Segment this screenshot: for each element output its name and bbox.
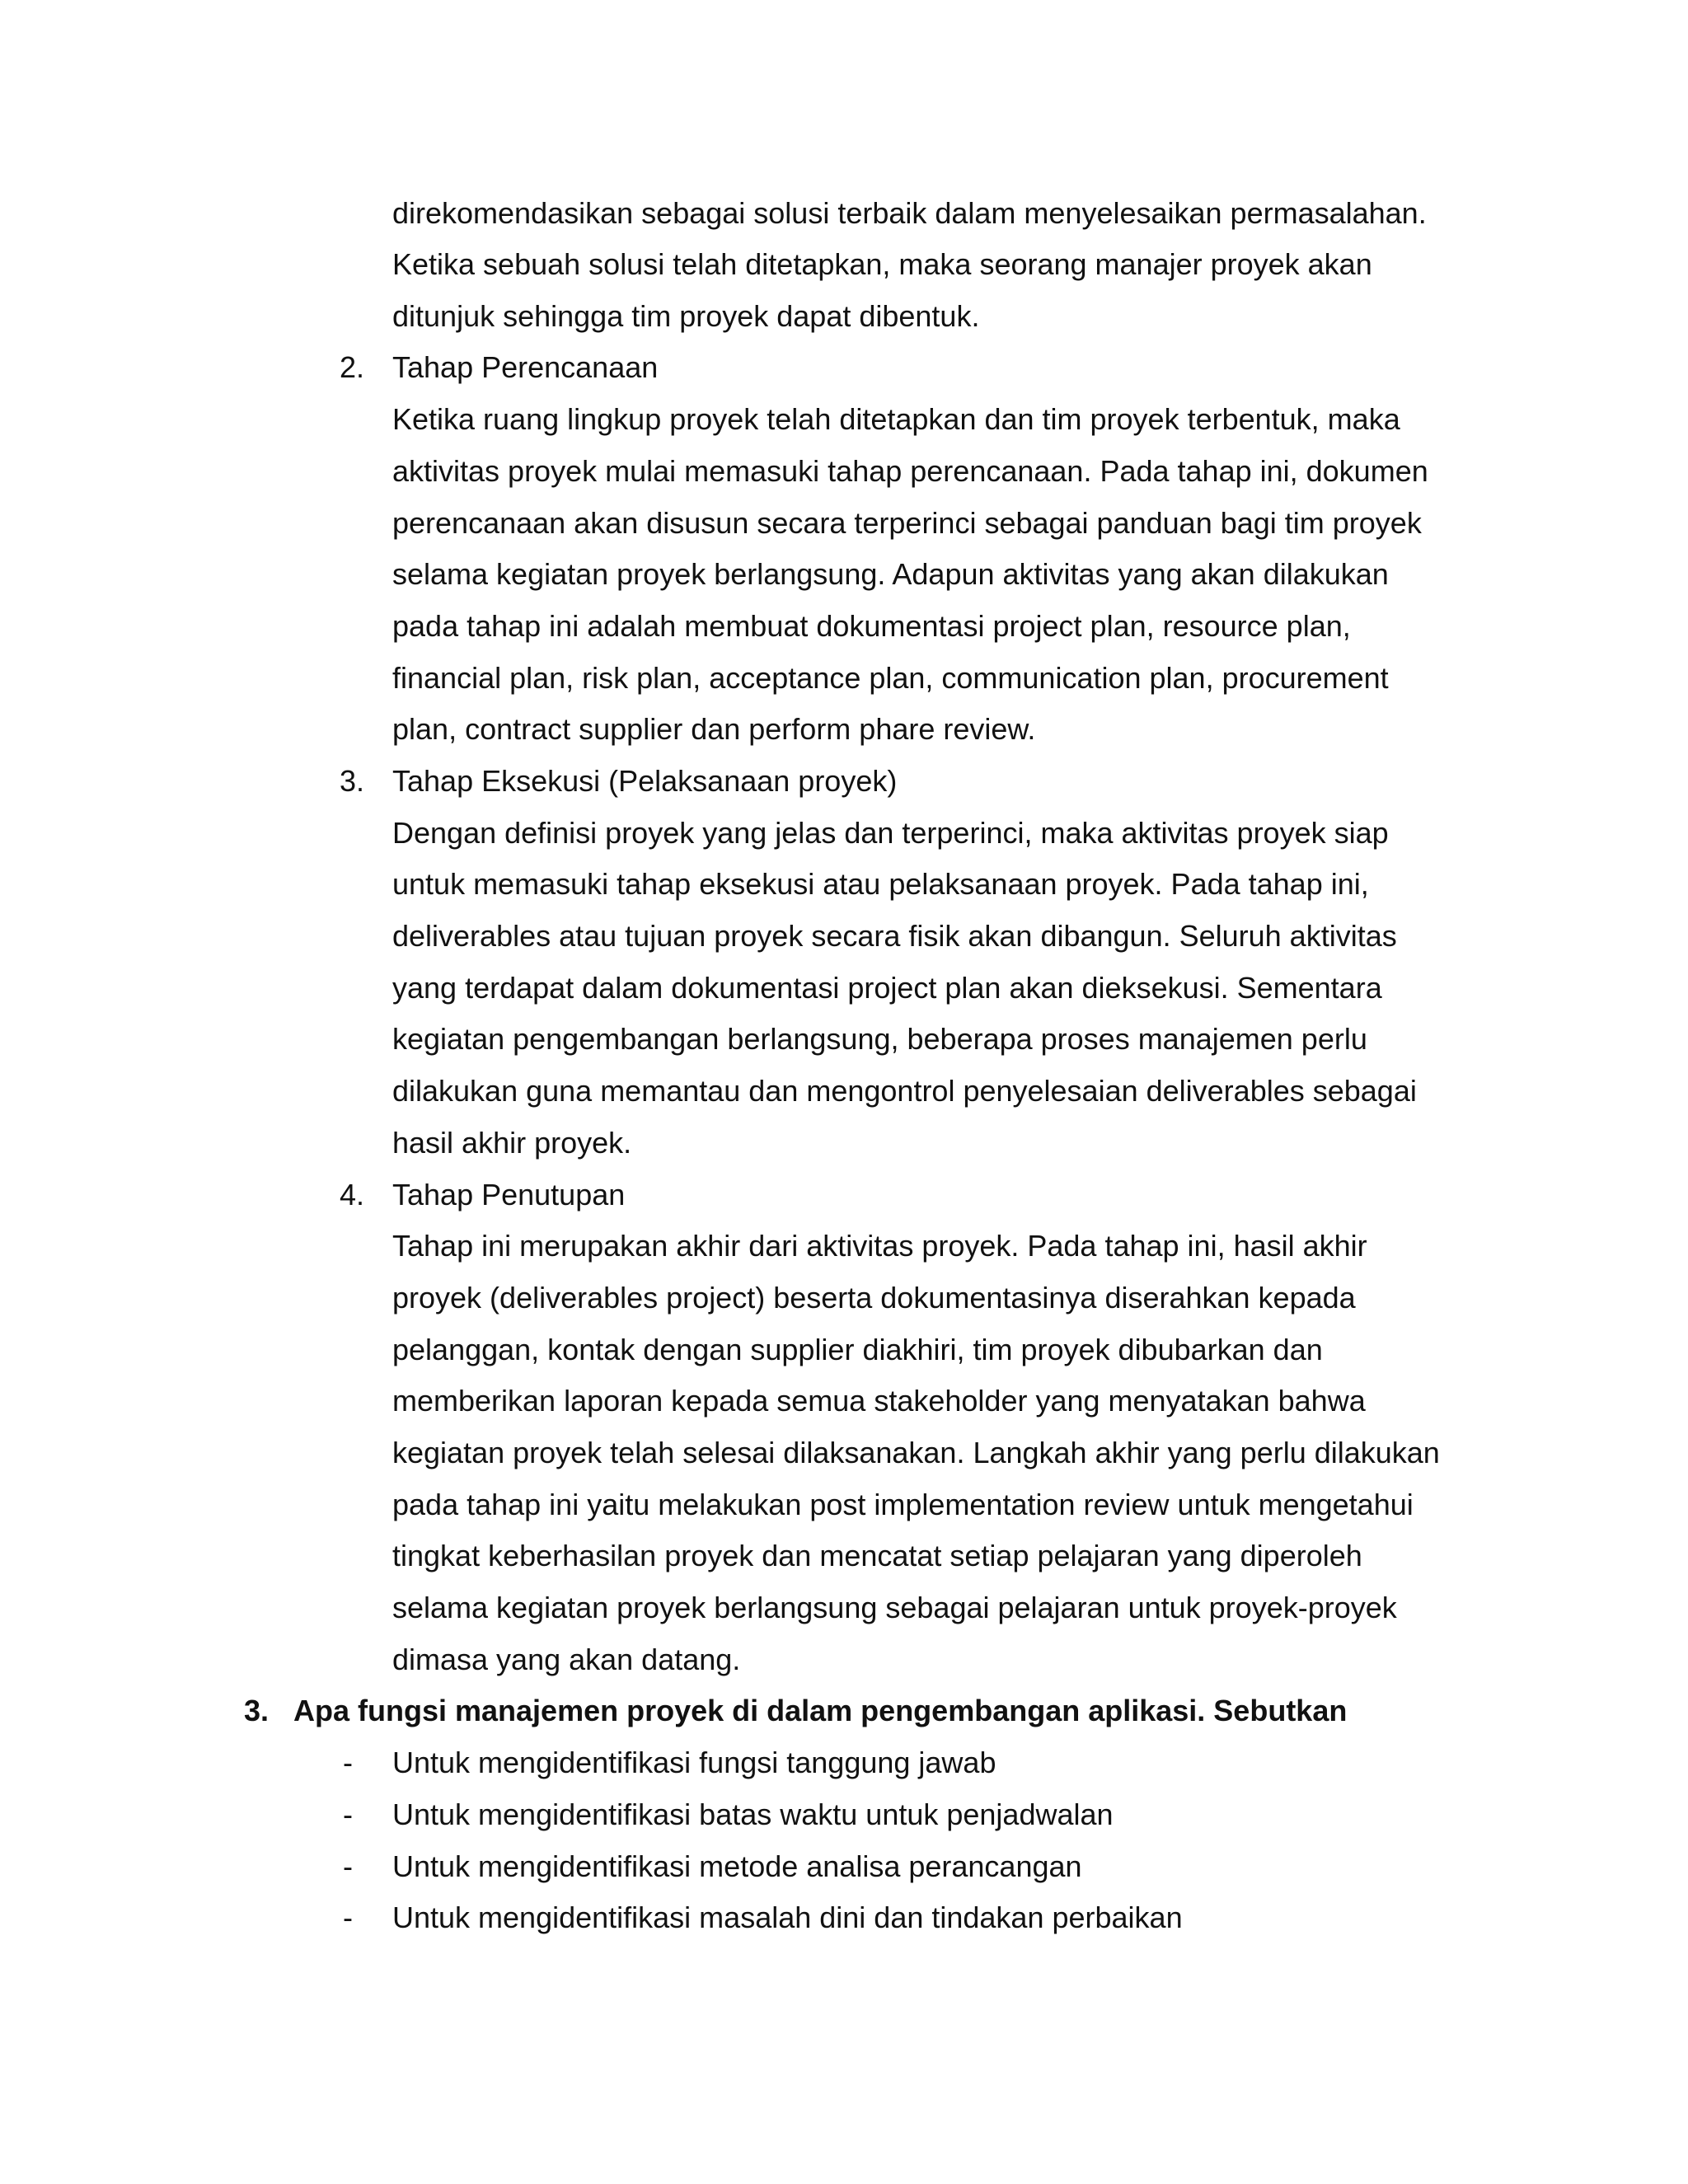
bullet-dash: - — [343, 1797, 353, 1831]
paragraph-line: Dengan definisi proyek yang jelas dan terperinci, maka aktivitas proyek siap — [392, 816, 1389, 850]
paragraph-line: pada tahap ini adalah membuat dokumentasi project plan, resource plan, — [392, 609, 1351, 643]
bullet-dash: - — [343, 1900, 353, 1934]
paragraph-line: untuk memasuki tahap eksekusi atau pelaksanaan proyek. Pada tahap ini, — [392, 867, 1369, 901]
paragraph-line: memberikan laporan kepada semua stakeholder yang menyatakan bahwa — [392, 1384, 1366, 1418]
paragraph-line: selama kegiatan proyek berlangsung. Adapun aktivitas yang akan dilakukan — [392, 557, 1389, 591]
paragraph-line: plan, contract supplier dan perform phare review. — [392, 712, 1036, 746]
question-heading: Apa fungsi manajemen proyek di dalam pengembangan aplikasi. Sebutkan — [293, 1694, 1348, 1727]
paragraph-line: financial plan, risk plan, acceptance plan, communication plan, procurement — [392, 661, 1389, 695]
paragraph-line: proyek (deliverables project) beserta dokumentasinya diserahkan kepada — [392, 1281, 1356, 1315]
paragraph-line: pada tahap ini yaitu melakukan post implementation review untuk mengetahui — [392, 1488, 1414, 1521]
paragraph-line: dilakukan guna memantau dan mengontrol penyelesaian deliverables sebagai — [392, 1074, 1417, 1108]
paragraph-line: ditunjuk sehingga tim proyek dapat dibentuk. — [392, 299, 980, 333]
paragraph-line: Ketika ruang lingkup proyek telah ditetapkan dan tim proyek terbentuk, maka — [392, 402, 1400, 436]
answer-item: Untuk mengidentifikasi masalah dini dan tindakan perbaikan — [392, 1900, 1183, 1934]
paragraph-line: selama kegiatan proyek berlangsung sebagai pelajaran untuk proyek-proyek — [392, 1591, 1397, 1624]
bullet-dash: - — [343, 1746, 353, 1779]
stage-title: Tahap Perencanaan — [392, 350, 659, 384]
question-number: 3. — [244, 1694, 270, 1727]
stage-title: Tahap Penutupan — [392, 1178, 626, 1212]
paragraph-line: kegiatan pengembangan berlangsung, beberapa proses manajemen perlu — [392, 1022, 1367, 1056]
paragraph-line: Ketika sebuah solusi telah ditetapkan, maka seorang manajer proyek akan — [392, 247, 1372, 281]
paragraph-line: Tahap ini merupakan akhir dari aktivitas proyek. Pada tahap ini, hasil akhir — [392, 1229, 1367, 1263]
paragraph-line: yang terdapat dalam dokumentasi project plan akan dieksekusi. Sementara — [392, 971, 1382, 1005]
paragraph-line: hasil akhir proyek. — [392, 1126, 632, 1160]
list-number: 3. — [340, 764, 365, 798]
paragraph-line: direkomendasikan sebagai solusi terbaik dalam menyelesaikan permasalahan. — [392, 196, 1427, 230]
paragraph-line: perencanaan akan disusun secara terperinci sebagai panduan bagi tim proyek — [392, 506, 1422, 540]
answer-item: Untuk mengidentifikasi metode analisa perancangan — [392, 1849, 1082, 1883]
paragraph-line: dimasa yang akan datang. — [392, 1643, 741, 1676]
list-number: 4. — [340, 1178, 365, 1212]
paragraph-line: pelanggan, kontak dengan supplier diakhiri, tim proyek dibubarkan dan — [392, 1333, 1323, 1366]
paragraph-line: tingkat keberhasilan proyek dan mencatat setiap pelajaran yang diperoleh — [392, 1539, 1362, 1572]
stage-title: Tahap Eksekusi (Pelaksanaan proyek) — [392, 764, 898, 798]
list-number: 2. — [340, 350, 365, 384]
answer-item: Untuk mengidentifikasi batas waktu untuk penjadwalan — [392, 1797, 1114, 1831]
paragraph-line: aktivitas proyek mulai memasuki tahap perencanaan. Pada tahap ini, dokumen — [392, 454, 1428, 488]
answer-item: Untuk mengidentifikasi fungsi tanggung jawab — [392, 1746, 996, 1779]
paragraph-line: deliverables atau tujuan proyek secara fisik akan dibangun. Seluruh aktivitas — [392, 919, 1397, 953]
bullet-dash: - — [343, 1849, 353, 1883]
paragraph-line: kegiatan proyek telah selesai dilaksanakan. Langkah akhir yang perlu dilakukan — [392, 1436, 1440, 1469]
